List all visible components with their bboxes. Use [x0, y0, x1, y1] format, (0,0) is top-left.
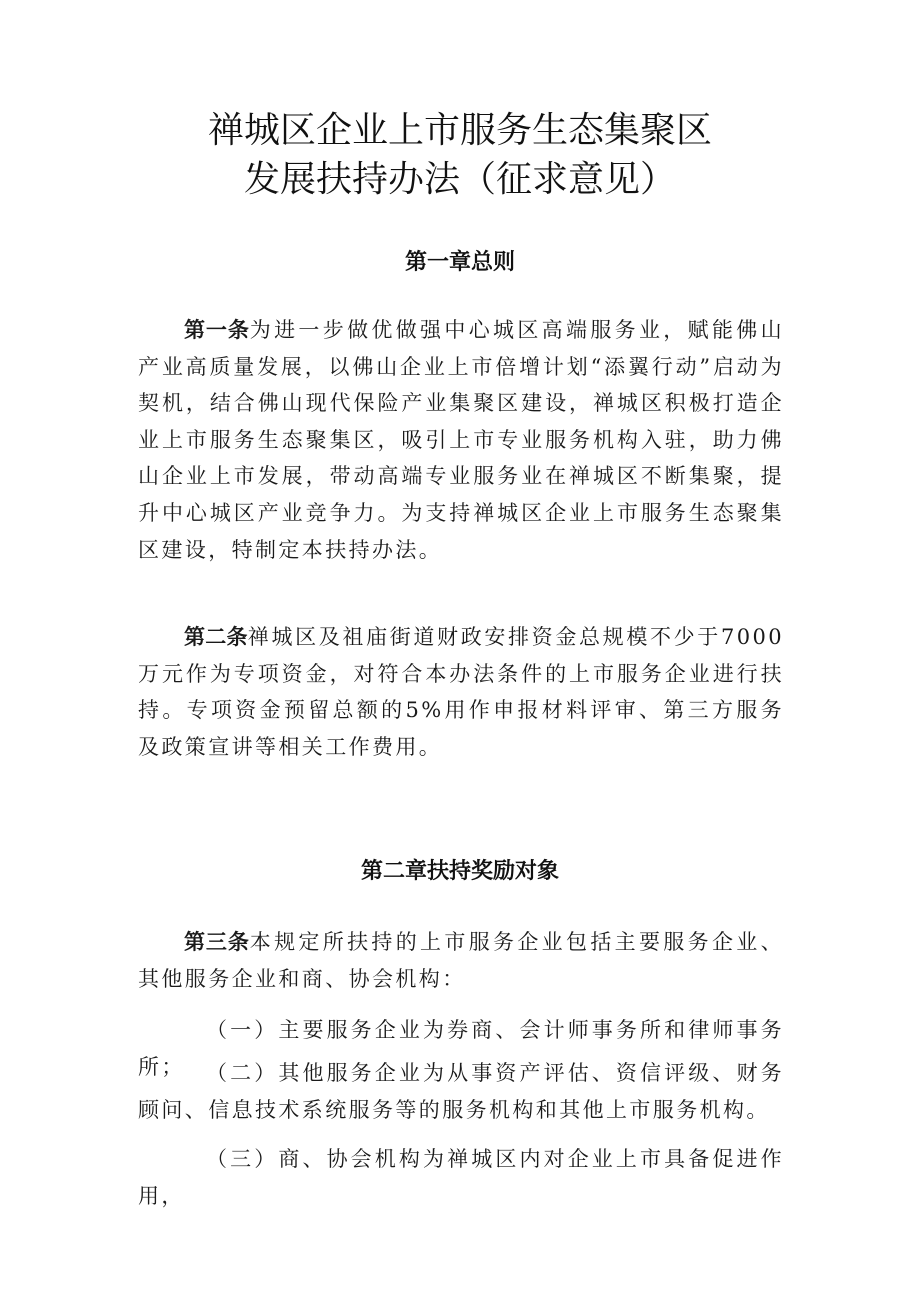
list-item-2: （二）其他服务企业为从事资产评估、资信评级、财务顾问、信息技术系统服务等的服务机构和其他上市服务机构。: [138, 1061, 784, 1122]
article-3-label: 第三条: [184, 930, 250, 954]
article-3: [138, 924, 784, 997]
document-title-line1: 禅城区企业上市服务生态集聚区: [207, 110, 712, 151]
document-title-line2: 发展扶持办法（征求意见）: [243, 159, 676, 200]
article-1-text: 为进一步做优做强中心城区高端服务业，赋能佛山产业高质量发展，以佛山企业上市倍增计划“添翼行动”启动为契机，结合佛山现代保险产业集聚区建设，禅城区积极打造企业上市服务生态聚集区，吸引上市专业服务机构入驻，助力佛山企业上市发展，带动高端专业服务业在禅城区不断集聚，提升中心城区产业竞争力。为支持禅城区企业上市服务生态聚集区建设，特制定本扶持办法。: [138, 318, 784, 562]
list-item-3: （三）商、协会机构为禅城区内对企业上市具备促进作用，: [138, 1147, 784, 1208]
article-1-label: 第一条: [184, 318, 250, 342]
chapter-2-heading: 第二章扶持奖励对象: [360, 859, 559, 884]
article-1: [138, 312, 784, 568]
article-2: [138, 619, 784, 765]
article-3-text: 本规定所扶持的上市服务企业包括主要服务企业、其他服务企业和商、协会机构：: [138, 930, 784, 991]
article-2-label: 第二条: [184, 625, 248, 649]
article-2-text: 禅城区及祖庙街道财政安排资金总规模不少于7000万元作为专项资金，对符合本办法条件的上市服务企业进行扶持。专项资金预留总额的5%用作申报材料评审、第三方服务及政策宣讲等相关工作费用。: [138, 625, 784, 759]
list-item-1: （一）主要服务企业为券商、会计师事务所和律师事务所；: [138, 1018, 784, 1079]
chapter-1-heading: 第一章总则: [404, 250, 515, 275]
